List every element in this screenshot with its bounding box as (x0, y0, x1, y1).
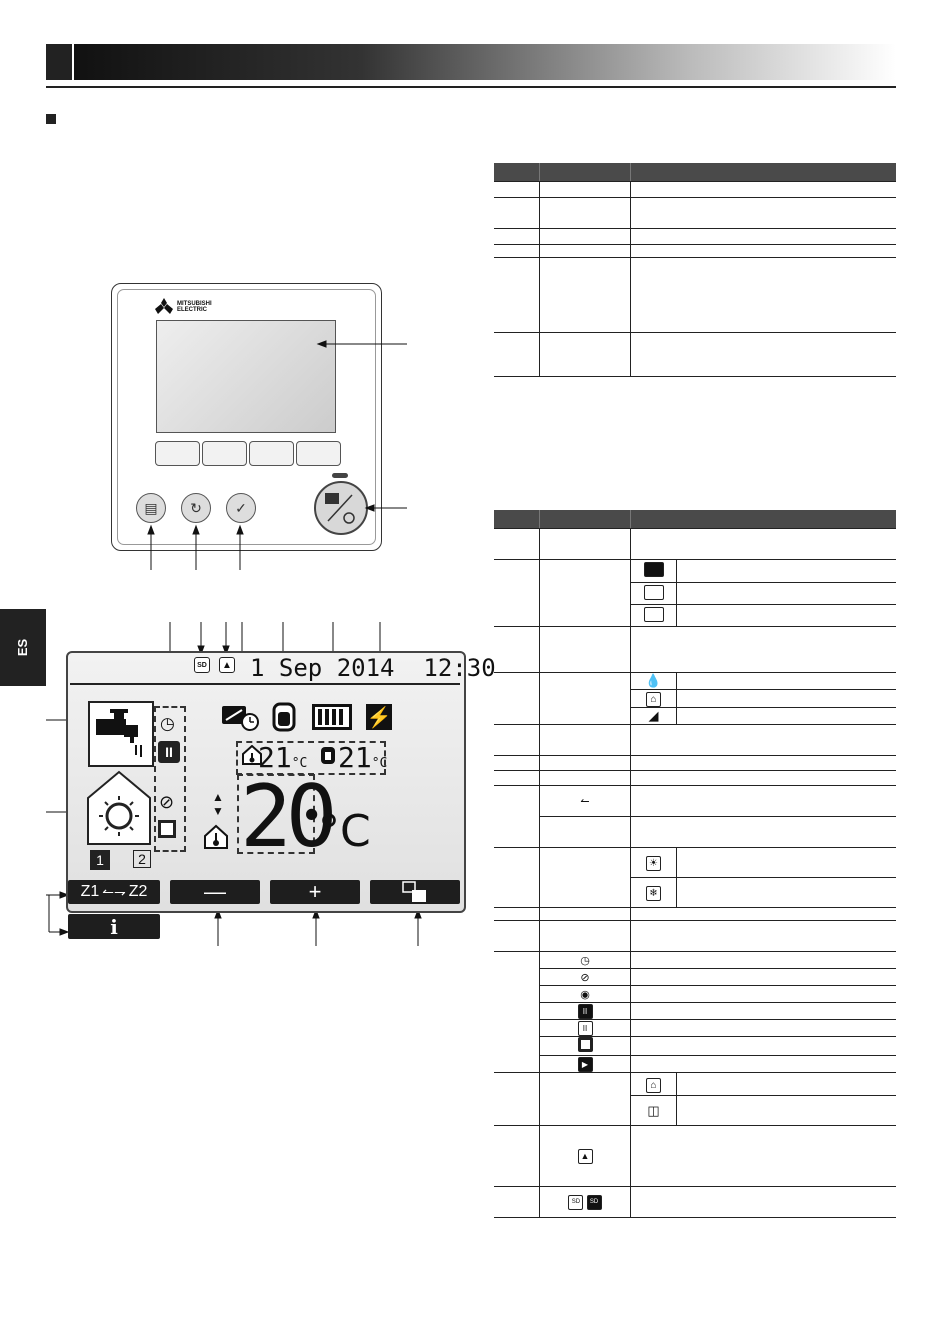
table-row (494, 1003, 896, 1020)
check-icon: ✓ (235, 499, 247, 516)
set-temperature-value: 20 (240, 767, 332, 867)
zone-2-label: 2 (138, 851, 146, 867)
hot-water-tap-icon (88, 701, 154, 767)
lcd-time: 12:30 (423, 654, 496, 682)
plus-button[interactable] (270, 880, 360, 904)
table-row (494, 1126, 896, 1187)
table-row (494, 673, 896, 690)
table-row (494, 921, 896, 952)
table-controller-parts (494, 163, 896, 377)
heating-house-icon (86, 770, 152, 846)
table-row (494, 198, 896, 229)
heat-pump-icon (644, 562, 664, 577)
tank-icon (272, 700, 296, 732)
table-row (494, 908, 896, 921)
table-row (494, 245, 896, 258)
zone-switch-table-icon: ↼ (580, 795, 590, 808)
table-row (494, 229, 896, 245)
table-row (494, 1037, 896, 1056)
prohibit-icon: ⊘ (159, 792, 175, 812)
table2-header-cell (631, 510, 897, 529)
lcd-date: 1 Sep 2014 (250, 654, 395, 682)
table2-header-cell (540, 510, 631, 529)
sd-card-icon (194, 657, 210, 673)
table-row (494, 725, 896, 756)
sd-card-inserted-icon (587, 1195, 602, 1210)
pause-icon: II (158, 741, 180, 763)
heat-pump-outline-icon (644, 585, 664, 600)
pause-icon: II (578, 1021, 593, 1036)
room-temp-value: 21 (258, 741, 292, 774)
tank-temp-icon (320, 745, 336, 765)
table-row (494, 969, 896, 986)
sd-label: SD (197, 661, 207, 669)
water-drops-icon: 💧 (645, 673, 662, 688)
sd-card-icon (568, 1195, 583, 1210)
zone-1-label: 1 (96, 852, 104, 868)
tank-temp-value: 21 (338, 741, 372, 774)
table-row (494, 771, 896, 786)
lock-icon: ▲ (219, 657, 235, 673)
table2-header-cell (494, 510, 540, 529)
heating-mode-icon: ☀ (646, 856, 661, 871)
timer-icon: ◷ (160, 714, 175, 733)
zone-switch-z2: Z2 (128, 883, 148, 900)
lcd-separator (70, 683, 460, 685)
run-icon: ▶ (578, 1057, 593, 1072)
tank-temperature (338, 741, 387, 774)
table-row (494, 529, 896, 560)
table-row (494, 848, 896, 878)
table-row (494, 756, 896, 771)
heat-pump-defrost-icon (644, 607, 664, 622)
sd-label: SD (571, 1199, 581, 1205)
info-button[interactable] (68, 914, 160, 939)
sd-label: SD (589, 1199, 599, 1205)
heat-pump-running-icon (312, 704, 352, 730)
zone-switch-arrow-icon: ↼⇁ (102, 883, 126, 900)
server-control-icon: ◉ (580, 988, 590, 1001)
zone-2-indicator (133, 850, 151, 868)
brand-line-1: MITSUBISHI (177, 301, 212, 307)
table1-header-cell (494, 163, 540, 182)
table-row (494, 1056, 896, 1073)
table-row (494, 258, 896, 333)
room-thermostat-icon: ⌂ (646, 1078, 661, 1093)
lock-icon: ▲ (578, 1149, 593, 1164)
table1-header-cell (540, 163, 631, 182)
minus-button[interactable] (170, 880, 260, 904)
zone-switch-z1: Z1 (80, 883, 100, 900)
screen-switch-button[interactable] (370, 880, 460, 904)
prohibit-icon: ⊘ (580, 971, 590, 984)
zone-switch-button[interactable] (68, 880, 160, 904)
holiday-timer-icon (220, 702, 262, 732)
up-down-arrows-icon: ▲ ▼ (212, 790, 224, 818)
language-tab-label: ES (15, 638, 31, 657)
cooling-mode-icon: ❄ (646, 886, 661, 901)
screen-switch-icon (402, 881, 428, 903)
standby-icon: II (578, 1004, 593, 1019)
menu-icon: ▤ (144, 499, 158, 516)
timer-icon: ◷ (580, 954, 590, 967)
table1-header-cell (631, 163, 897, 182)
compensation-curve-icon: ◢ (648, 708, 659, 723)
table-row (494, 986, 896, 1003)
info-label: i (110, 914, 118, 939)
room-temp-icon: ⌂ (646, 692, 661, 707)
table-row (494, 1187, 896, 1218)
room-sensor-icon (203, 824, 229, 850)
table-row (494, 952, 896, 969)
table-row (494, 560, 896, 583)
table-display-icons (494, 510, 896, 1218)
table-row (494, 333, 896, 377)
room-temp-unit: °C (291, 756, 308, 771)
plus-label: + (308, 879, 322, 904)
table-row (494, 817, 896, 848)
table-row (494, 1073, 896, 1096)
table-row (494, 786, 896, 817)
set-temperature-unit: °C (318, 806, 371, 857)
zone-1-indicator (90, 850, 110, 870)
tank-sensor-icon: ◫ (647, 1102, 660, 1118)
table-row (494, 182, 896, 198)
minus-label: — (204, 879, 226, 904)
table-row (494, 1020, 896, 1037)
back-icon: ↻ (190, 499, 202, 516)
stop-icon (578, 1037, 593, 1052)
lcd-date-time (250, 654, 496, 682)
tank-temp-unit: °C (371, 756, 388, 771)
electric-heater-icon: ⚡ (366, 704, 392, 730)
table-row (494, 627, 896, 673)
brand-line-2: ELECTRIC (177, 307, 207, 313)
stop-icon (158, 820, 176, 838)
